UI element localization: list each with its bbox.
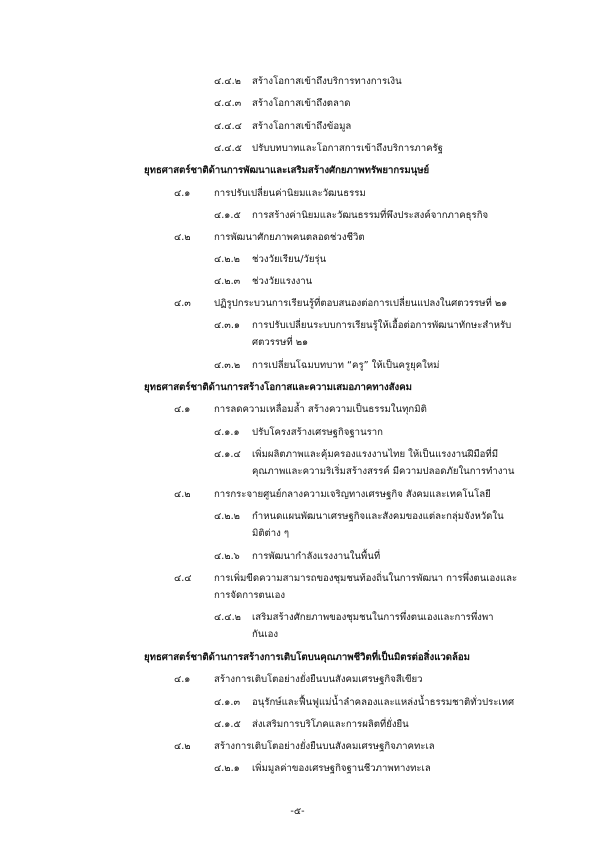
item-text: การปรับเปลี่ยนค่านิยมและวัฒนธรรม	[214, 188, 366, 199]
item-text: เพิ่มมูลค่าของเศรษฐกิจฐานชีวภาพทางทะเล	[252, 763, 431, 774]
item-text: การเพิ่มขีดความสามารถของชุมชนท้องถิ่นในการพัฒนา การพึ่งตนเองและ	[214, 573, 518, 584]
item-number: ๔.๔.๓	[214, 98, 242, 109]
item-text: เสริมสร้างศักยภาพของชุมชนในการพึ่งตนเองและการพึ่งพา	[252, 612, 494, 623]
heading-text: ยุทธศาสตร์ชาติด้านการพัฒนาและเสริมสร้างศักยภาพทรัพยากรมนุษย์	[144, 165, 430, 176]
item-number: ๔.๓.๒	[214, 360, 241, 371]
item-text: การจัดการตนเอง	[214, 590, 286, 601]
item-number: ๔.๑.๓	[214, 697, 241, 708]
item-text: ปรับโครงสร้างเศรษฐกิจฐานราก	[252, 427, 383, 438]
item-text: การพัฒนาศักยภาพคนตลอดช่วงชีวิต	[214, 232, 365, 243]
item-text: สร้างโอกาสเข้าถึงข้อมูล	[252, 121, 352, 132]
item-number: ๔.๒.๑	[214, 763, 240, 774]
item-number: ๔.๒	[174, 741, 191, 752]
item-text: การปรับเปลี่ยนระบบการเรียนรู้ให้เอื้อต่อการพัฒนาทักษะสำหรับ	[252, 320, 512, 331]
item-text: คุณภาพและความริเริ่มสร้างสรรค์ มีความปลอดภัยในการทำงาน	[252, 466, 515, 477]
item-text: อนุรักษ์และฟื้นฟูแม่น้ำลำคลองและแหล่งน้ำธรรมชาติทั่วประเทศ	[252, 697, 515, 708]
item-number: ๔.๒.๒	[214, 254, 241, 265]
item-number: ๔.๓.๑	[214, 320, 241, 331]
item-number: ๔.๒.๖	[214, 551, 240, 562]
item-number: ๔.๑.๕	[214, 719, 241, 730]
item-text: การลดความเหลื่อมล้ำ สร้างความเป็นธรรมในทุกมิติ	[214, 404, 427, 415]
item-text: การเปลี่ยนโฉมบทบาท “ครู” ให้เป็นครูยุคใหม่	[252, 360, 440, 371]
item-text: ช่วงวัยแรงงาน	[252, 276, 313, 287]
item-text: กำหนดแผนพัฒนาเศรษฐกิจและสังคมของแต่ละกลุ่มจังหวัดใน	[252, 511, 504, 522]
item-number: ๔.๑	[174, 404, 191, 415]
item-number: ๔.๒	[174, 232, 191, 243]
item-text: สร้างโอกาสเข้าถึงตลาด	[252, 98, 351, 109]
heading-text: ยุทธศาสตร์ชาติด้านการสร้างโอกาสและความเสมอภาคทางสังคม	[144, 382, 412, 393]
item-number: ๔.๔.๒	[214, 76, 241, 87]
item-number: ๔.๔.๔	[214, 121, 242, 132]
page-number: -๕-	[290, 806, 305, 817]
item-number: ๔.๑	[174, 188, 191, 199]
item-number: ๔.๔.๒	[214, 612, 241, 623]
item-number: ๔.๔	[174, 573, 192, 584]
item-text: การพัฒนากำลังแรงงานในพื้นที่	[252, 551, 381, 562]
item-text: สร้างโอกาสเข้าถึงบริการทางการเงิน	[252, 76, 402, 87]
item-text: มิติต่าง ๆ	[252, 528, 290, 539]
item-number: ๔.๒	[174, 489, 191, 500]
item-text: ส่งเสริมการบริโภคและการผลิตที่ยั่งยืน	[252, 719, 409, 730]
item-text: ปรับบทบาทและโอกาสการเข้าถึงบริการภาครัฐ	[252, 143, 443, 154]
item-text: สร้างการเติบโตอย่างยั่งยืนบนสังคมเศรษฐกิจภาคทะเล	[214, 741, 435, 752]
item-text: กันเอง	[252, 629, 279, 640]
item-number: ๔.๒.๒	[214, 511, 241, 522]
item-number: ๔.๑	[174, 674, 191, 685]
item-number: ๔.๑.๕	[214, 210, 241, 221]
item-text: เพิ่มผลิตภาพและคุ้มครองแรงงานไทย ให้เป็นแรงงานฝีมือที่มี	[252, 449, 499, 460]
item-number: ๔.๒.๓	[214, 276, 241, 287]
item-number: ๔.๓	[174, 298, 191, 309]
heading-text: ยุทธศาสตร์ชาติด้านการสร้างการเติบโตบนคุณภาพชีวิตที่เป็นมิตรต่อสิ่งแวดล้อม	[144, 652, 470, 663]
item-text: การสร้างค่านิยมและวัฒนธรรมที่พึงประสงค์จากภาคธุรกิจ	[252, 210, 489, 221]
item-text: การกระจายศูนย์กลางความเจริญทางเศรษฐกิจ สังคมและเทคโนโลยี	[214, 489, 491, 500]
item-text: สร้างการเติบโตอย่างยั่งยืนบนสังคมเศรษฐกิจสีเขียว	[214, 674, 423, 685]
item-number: ๔.๔.๕	[214, 143, 242, 154]
item-number: ๔.๑.๑	[214, 427, 240, 438]
item-text: ศตวรรษที่ ๒๑	[252, 337, 309, 348]
item-number: ๔.๑.๔	[214, 449, 241, 460]
item-text: ปฏิรูปกระบวนการเรียนรู้ที่ตอบสนองต่อการเปลี่ยนแปลงในศตวรรษที่ ๒๑	[214, 298, 508, 309]
item-text: ช่วงวัยเรียน/วัยรุ่น	[252, 254, 327, 265]
